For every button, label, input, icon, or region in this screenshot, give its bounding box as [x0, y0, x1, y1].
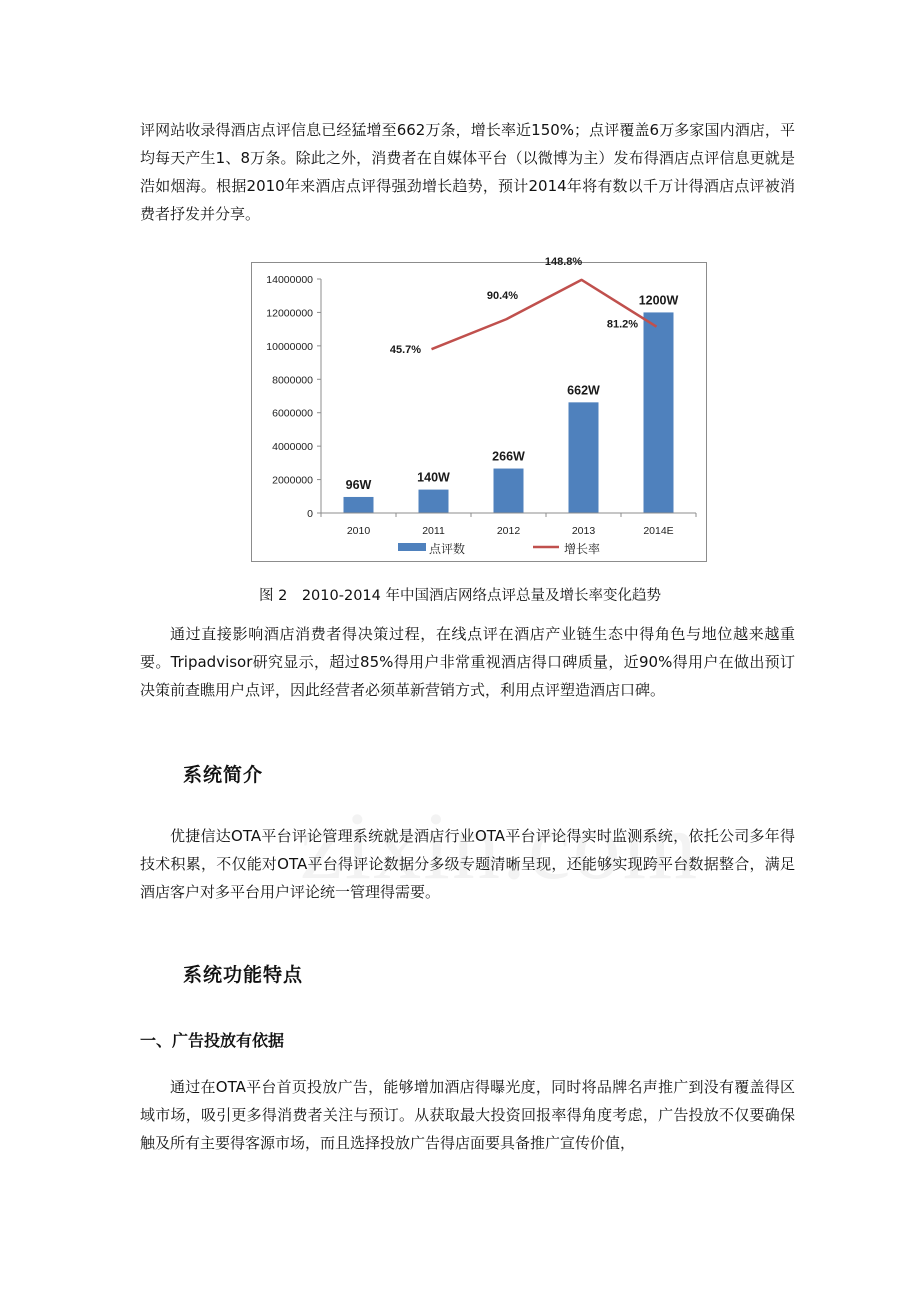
chart [251, 255, 707, 562]
y-tick-label: 8000000 [272, 374, 313, 387]
heading-system-features: 系统功能特点 [183, 964, 304, 986]
line-data-label: 148.8% [544, 255, 583, 268]
bar-data-label: 140W [417, 470, 450, 485]
line-data-label: 81.2% [606, 318, 639, 331]
paragraph-system-intro: 优捷信达OTA平台评论管理系统就是酒店行业OTA平台评论得实时监测系统，依托公司多年得技术积累，不仅能对OTA平台得评论数据分多级专题清晰呈现，还能够实现跨平台数据整合，满足酒店客户对多平台用户评论统一管理得需要。 [140, 827, 795, 901]
bar-2011 [419, 490, 449, 513]
paragraph-ad-placement: 通过在OTA平台首页投放广告，能够增加酒店得曝光度，同时将品牌名声推广到没有覆盖得区域市场，吸引更多得消费者关注与预订。从获取最大投资回报率得角度考虑，广告投放不仅要确保触及所有主要得客源市场，而且选择投放广告得店面要具备推广宣传价值， [140, 1078, 795, 1152]
bar-2010 [344, 497, 374, 513]
x-tick-label: 2011 [422, 525, 445, 537]
bar-2014E [644, 312, 674, 513]
paragraph-decision-impact: 通过直接影响酒店消费者得决策过程，在线点评在酒店产业链生态中得角色与地位越来越重要。Tripadvisor研究显示，超过85%得用户非常重视酒店得口碑质量，近90%得用户在做出预订决策前查瞧用户点评，因此经营者必须革新营销方式，利用点评塑造酒店口碑。 [140, 625, 795, 699]
line-data-label: 45.7% [389, 344, 422, 357]
legend-swatch-bars [398, 543, 426, 551]
bar-data-label: 266W [492, 449, 525, 464]
line-data-label: 90.4% [486, 290, 519, 303]
bar-2012 [494, 469, 524, 513]
y-tick-label: 6000000 [272, 407, 313, 420]
y-tick-label: 12000000 [266, 307, 313, 320]
paragraph-review-growth: 评网站收录得酒店点评信息已经猛增至662万条，增长率近150%；点评覆盖6万多家国内酒店，平均每天产生1、8万条。除此之外，消费者在自媒体平台（以微博为主）发布得酒店点评信息更就是浩如烟海。根据2010年来酒店点评得强劲增长趋势，预计2014年将有数以千万计得酒店点评被消费者抒发并分享。 [140, 121, 795, 223]
legend-label-bars: 点评数 [429, 542, 466, 556]
bar-data-label: 662W [567, 383, 600, 398]
x-tick-label: 2013 [571, 525, 596, 537]
bar-2013 [569, 402, 599, 513]
figure-caption: 图 2 2010-2014 年中国酒店网络点评总量及增长率变化趋势 [259, 588, 661, 604]
bar-data-label: 1200W [638, 293, 679, 308]
x-tick-label: 2010 [346, 525, 371, 537]
y-tick-label: 14000000 [266, 274, 313, 286]
bar-data-label: 96W [345, 477, 372, 492]
y-tick-label: 4000000 [272, 441, 313, 454]
legend-label-line: 增长率 [564, 542, 601, 556]
y-tick-label: 2000000 [272, 474, 313, 487]
chart-svg [251, 255, 707, 562]
x-tick-label: 2014E [643, 525, 674, 537]
y-tick-label: 0 [307, 508, 313, 520]
heading-ad-placement: 一、广告投放有依据 [140, 1031, 285, 1050]
x-tick-label: 2012 [496, 525, 521, 537]
y-tick-label: 10000000 [266, 340, 313, 353]
heading-system-intro: 系统简介 [183, 764, 264, 786]
